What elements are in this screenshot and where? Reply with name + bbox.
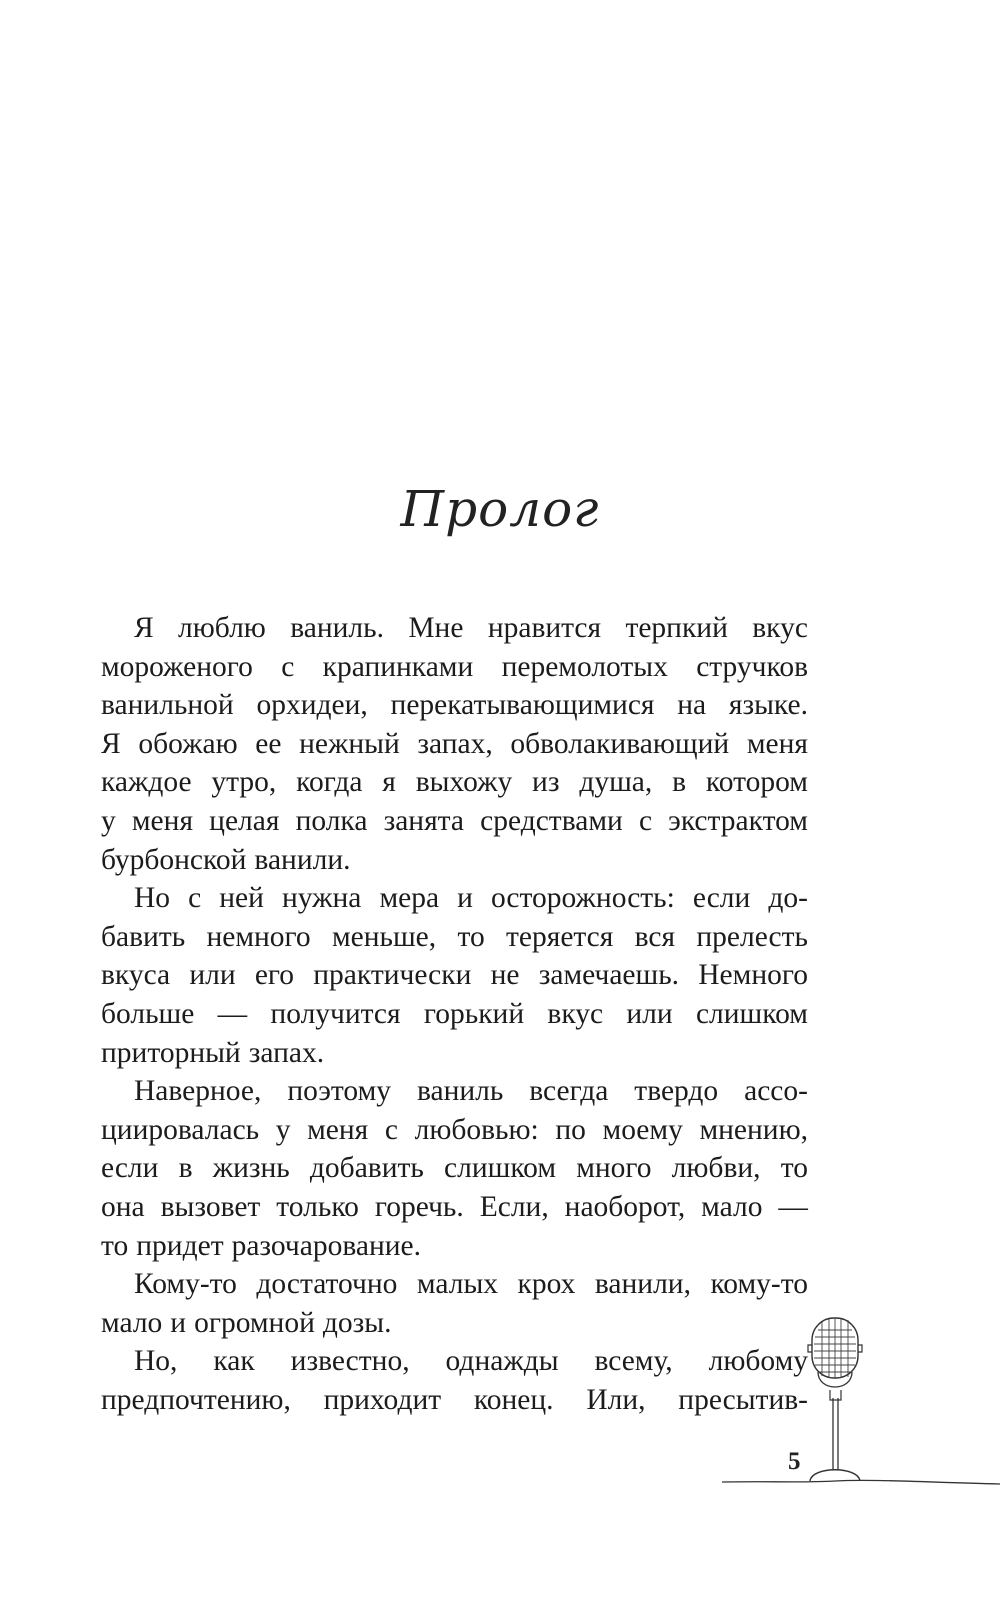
chapter-title: Пролог <box>400 480 600 538</box>
text-line: бурбонской ванили. <box>101 843 351 876</box>
text-line: Но с ней нужна мера и осторожность: если до- <box>134 882 808 915</box>
text-line: мороженого с крапинками перемолотых стручков <box>101 650 808 683</box>
text-line: мало и огромной дозы. <box>101 1306 392 1339</box>
text-line: каждое утро, когда я выхожу из душа, в котором <box>101 766 808 799</box>
text-line: предпочтению, приходит конец. Или, пресытив- <box>101 1383 808 1416</box>
text-line: вкуса или его практически не замечаешь. Немного <box>101 959 808 992</box>
ground-line <box>722 1480 1000 1484</box>
text-line: Наверное, поэтому ваниль всегда твердо ассо- <box>134 1075 808 1108</box>
mic-stand <box>833 1398 838 1470</box>
text-line: Я обожаю ее нежный запах, обволакивающий меня <box>101 727 808 760</box>
text-line: циировалась у меня с любовью: по моему мнению, <box>101 1113 808 1146</box>
text-line: Но, как известно, однажды всему, любому <box>134 1345 808 1378</box>
text-line: Кому-то достаточно малых крох ванили, кому-то <box>134 1268 808 1301</box>
text-line: ванильной орхидеи, перекатывающимися на языке. <box>101 689 808 722</box>
text-line: то придет разочарование. <box>101 1229 422 1262</box>
text-line: больше — получится горький вкус или слишком <box>101 997 808 1030</box>
text-line: она вызовет только горечь. Если, наоборот, мало — <box>101 1190 808 1223</box>
text-line: бавить немного меньше, то теряется вся прелесть <box>101 920 808 953</box>
text-line: приторный запах. <box>101 1036 325 1069</box>
mic-base <box>810 1470 860 1481</box>
text-line: Я люблю ваниль. Мне нравится терпкий вкус <box>134 612 808 644</box>
page-number: 5 <box>788 1448 801 1475</box>
text-line: у меня целая полка занята средствами с экстрактом <box>101 804 808 837</box>
text-line: если в жизнь добавить слишком много любви, то <box>101 1152 808 1185</box>
